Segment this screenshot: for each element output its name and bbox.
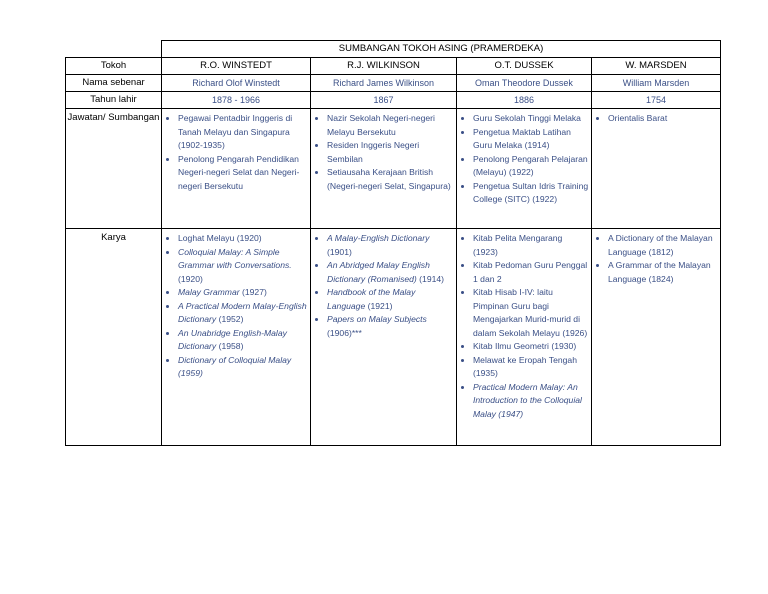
work-year: (1906)*** (327, 327, 362, 338)
work-item (608, 259, 718, 286)
works-list (162, 229, 310, 383)
work-item (178, 327, 308, 354)
work-year: (1926) (559, 327, 588, 338)
roles-cell (311, 109, 457, 229)
work-item (473, 259, 589, 286)
role-item (473, 126, 589, 153)
work-item (178, 232, 308, 246)
work-title: Handbook of the Malay Language (327, 287, 416, 311)
work-year: (1958) (216, 341, 244, 351)
work-item (473, 381, 589, 422)
empty-corner (66, 41, 162, 58)
full-name: Oman Theodore Dussek (457, 75, 592, 92)
work-item (327, 232, 454, 259)
roles-list (592, 109, 720, 128)
role-item (178, 153, 308, 194)
work-title: Kitab Pedoman Guru Penggal 1 dan 2 (473, 260, 588, 284)
work-year: (1921) (365, 300, 393, 311)
full-name: Richard James Wilkinson (311, 75, 457, 92)
full-name: Richard Olof Winstedt (162, 75, 311, 92)
work-title: An Unabridge English-Malay Dictionary (178, 327, 287, 351)
work-item (473, 340, 589, 354)
birth-year: 1754 (592, 92, 721, 109)
work-item (473, 232, 589, 259)
roles-cell (162, 109, 311, 229)
role-item (327, 139, 454, 166)
works-cell (592, 229, 721, 446)
work-title: Dictionary of Colloquial Malay (1959) (178, 354, 292, 378)
work-item (178, 300, 308, 327)
work-item (473, 286, 589, 340)
role-text: Guru Sekolah Tinggi Melaka (473, 113, 581, 123)
figures-table (65, 40, 721, 446)
jawatan-row (66, 109, 721, 229)
role-text: Nazir Sekolah Negeri-negeri Melayu Bersekutu (327, 113, 435, 137)
role-text: Orientalis Barat (608, 113, 668, 123)
role-item (473, 153, 589, 180)
works-list (311, 229, 456, 342)
row-label-tokoh: Tokoh (66, 58, 162, 75)
row-label-jawatan-text: Jawatan/ Sumbangan (67, 112, 160, 123)
work-title: Kitab Pelita Mengarang (473, 233, 563, 243)
figure-name: R.J. WILKINSON (311, 58, 457, 75)
work-title: Colloquial Malay: A Simple Grammar with Conversations. (178, 246, 292, 270)
work-title: Malay Grammar (178, 287, 240, 297)
role-text: Pegawai Pentadbir Inggeris di Tanah Melayu dan Singapura (1902-1935) (178, 113, 293, 150)
works-list (457, 229, 591, 423)
work-year: (1824) (646, 273, 674, 284)
table-title: SUMBANGAN TOKOH ASING (PRAMERDEKA) (162, 41, 721, 58)
title-row (66, 41, 721, 58)
work-year: (1952) (216, 314, 244, 324)
roles-cell (592, 109, 721, 229)
role-text: Setiausaha Kerajaan British (Negeri-negeri Selat, Singapura) (327, 167, 451, 191)
work-title: Loghat Melayu (178, 233, 235, 243)
row-label-jawatan (66, 109, 162, 229)
work-item (327, 313, 454, 340)
work-title: A Malay-English Dictionary (327, 233, 430, 243)
figure-name: W. MARSDEN (592, 58, 721, 75)
role-item (327, 166, 454, 193)
work-year: (1935) (473, 368, 498, 378)
role-text: Pengetua Maktab Latihan Guru Melaka (1914) (473, 126, 571, 150)
row-label-tahun: Tahun lahir (66, 92, 162, 109)
role-text: Residen Inggeris Negeri Sembilan (327, 140, 420, 164)
work-item (608, 232, 718, 259)
works-cell (311, 229, 457, 446)
work-item (327, 286, 454, 313)
role-item (473, 180, 589, 207)
work-title: Kitab Hisab I-IV: laitu Pimpinan Guru bagi Mengajarkan Murid-murid di dalam Sekolah Melayu (473, 287, 580, 338)
row-label-nama: Nama sebenar (66, 75, 162, 92)
work-item (473, 354, 589, 381)
work-year: (1923) (473, 246, 498, 257)
nama-row (66, 75, 721, 92)
full-name: William Marsden (592, 75, 721, 92)
work-year: (1901) (327, 246, 352, 257)
roles-list (162, 109, 310, 195)
roles-cell (457, 109, 592, 229)
birth-year: 1867 (311, 92, 457, 109)
work-year: (1914) (416, 273, 445, 284)
role-text: Penolong Pengarah Pelajaran (Melayu) (1922) (473, 153, 588, 177)
row-label-karya (66, 229, 162, 446)
row-label-karya-text: Karya (101, 232, 126, 243)
work-title: Practical Modern Malay: An Introduction to the Colloquial Malay (1947) (473, 381, 582, 419)
karya-row (66, 229, 721, 446)
works-list (592, 229, 720, 288)
figure-name: O.T. DUSSEK (457, 58, 592, 75)
role-text: Penolong Pengarah Pendidikan Negeri-negeri Selat dan Negeri-negeri Bersekutu (178, 153, 300, 191)
work-item (178, 246, 308, 287)
work-item (327, 259, 454, 286)
roles-list (311, 109, 456, 195)
work-year: (1920) (178, 273, 203, 284)
work-title: Melawat ke Eropah Tengah (473, 354, 577, 365)
role-text: Pengetua Sultan Idris Training College (SITC) (1922) (473, 180, 589, 204)
work-item (178, 354, 308, 381)
work-title: Papers on Malay Subjects (327, 314, 427, 324)
work-title: An Abridged Malay English Dictionary (Romanised) (327, 260, 430, 284)
tahun-row (66, 92, 721, 109)
role-item (178, 112, 308, 153)
birth-year: 1878 - 1966 (162, 92, 311, 109)
work-title: A Dictionary of the Malayan Language (608, 233, 713, 257)
work-item (178, 286, 308, 300)
work-year: (1920) (234, 233, 262, 243)
work-year: (1930) (548, 341, 577, 351)
figure-name: R.O. WINSTEDT (162, 58, 311, 75)
work-title: A Practical Modern Malay-English Dictionary (178, 300, 307, 324)
works-cell (162, 229, 311, 446)
role-item (473, 112, 589, 126)
work-title: Kitab Ilmu Geometri (473, 341, 549, 351)
work-year: (1812) (646, 246, 674, 257)
work-year: (1927) (239, 287, 267, 297)
birth-year: 1886 (457, 92, 592, 109)
works-cell (457, 229, 592, 446)
role-item (327, 112, 454, 139)
tokoh-row (66, 58, 721, 75)
work-title: A Grammar of the Malayan Language (608, 260, 711, 284)
roles-list (457, 109, 591, 209)
role-item (608, 112, 718, 126)
